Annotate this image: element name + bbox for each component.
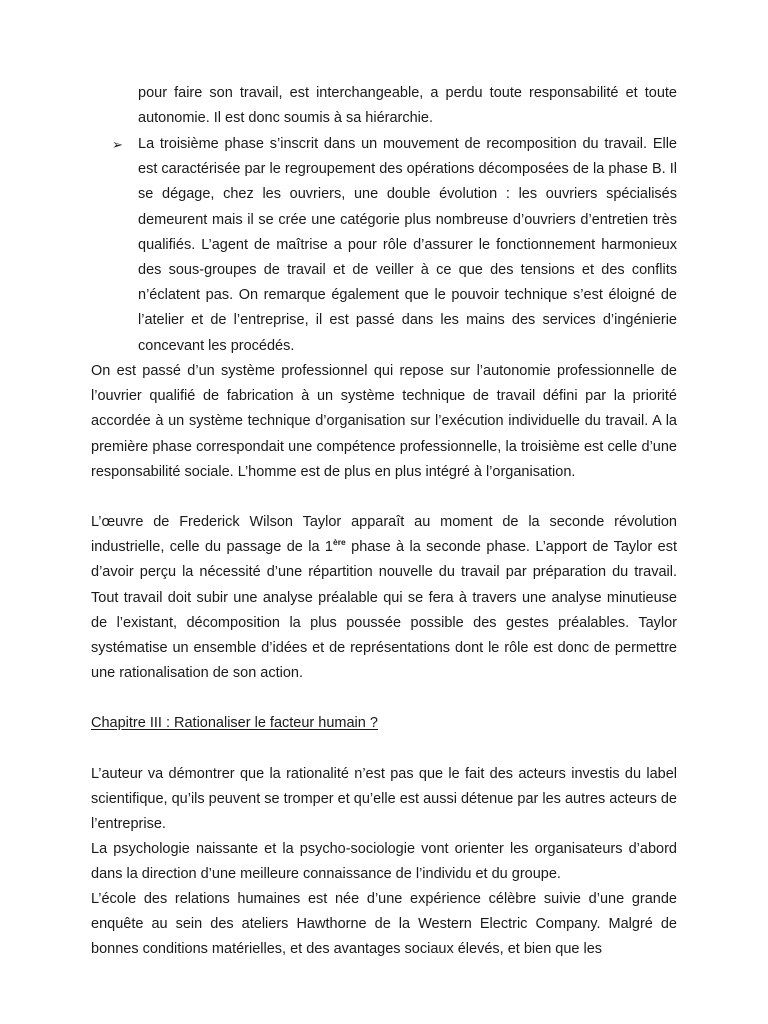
bullet-text: La troisième phase s’inscrit dans un mouvement de recomposition du travail. Elle est caractérisée par le regroupement des opérations décomposées de la phase B. Il se dégage, chez les ouvriers, une double évolution : les ouvriers spécialisés demeurent mais il se crée une catégorie plus nombreuse d’ouvriers d’entretien très qualifiés. L’agent de maîtrise a pour rôle d’assurer le fonctionnement harmonieux des sous-groupes de travail et de veiller à ce que des tensions et des conflits n’éclatent pas. On remarque également que le pouvoir technique s’est éloigné de l’atelier et de l’entreprise, il est passé dans les mains des services d’ingénierie concevant les procédés. (138, 136, 677, 354)
paragraph-system (91, 359, 677, 485)
paragraph-rationality (91, 762, 677, 838)
bullet-paragraph (138, 132, 677, 359)
paragraph-taylor-text-after: phase à la seconde phase. L’apport de Taylor est d’avoir perçu la nécessité d’une répartition nouvelle du travail par préparation du travail. Tout travail doit subir une analyse préalable qui se fera à travers une analyse minutieuse de l’existant, décomposition la plus poussée possible des gestes préalables. Taylor systématise un ensemble d’idées et de représentations dont le rôle est donc de permettre une rationalisation de son action. (91, 539, 677, 682)
paragraph-system-text: On est passé d’un système professionnel qui repose sur l’autonomie professionnelle de l’ouvrier qualifié de fabrication à un système technique de travail défini par la priorité accordée à un système technique d’organisation sur l’exécution individuelle du travail. A la première phase correspondait une compétence professionnelle, la troisième est celle d’une responsabilité sociale. L’homme est de plus en plus intégré à l’organisation. (91, 363, 677, 480)
paragraph-taylor (91, 510, 677, 686)
paragraph-hawthorne (91, 887, 677, 963)
continuation-text: pour faire son travail, est interchangeable, a perdu toute responsabilité et toute autonomie. Il est donc soumis à sa hiérarchie. (138, 85, 677, 127)
paragraph-psychology (91, 837, 677, 887)
continuation-paragraph (138, 81, 677, 131)
paragraph-psychology-text: La psychologie naissante et la psycho-sociologie vont orienter les organisateurs d’abord dans la direction d’une meilleure connaissance de l’individu et du groupe. (91, 841, 677, 883)
arrow-bullet-icon: ➢ (112, 137, 123, 152)
paragraph-taylor-text-before: L’œuvre de Frederick Wilson Taylor apparaît au moment de la seconde révolution industrielle, celle du passage de la 1 (91, 514, 677, 556)
paragraph-rationality-text: L’auteur va démontrer que la rationalité n’est pas que le fait des acteurs investis du label scientifique, qu’ils peuvent se tromper et qu’elle est aussi détenue par les autres acteurs de l’entreprise. (91, 766, 677, 833)
ordinal-superscript: ère (332, 537, 346, 548)
paragraph-hawthorne-text: L’école des relations humaines est née d’une expérience célèbre suivie d’une grande enquête au sein des ateliers Hawthorne de la Western Electric Company. Malgré de bonnes conditions matérielles, et des avantages sociaux élevés, et bien que les (91, 891, 677, 958)
chapter-heading: Chapitre III : Rationaliser le facteur humain ? (91, 715, 378, 731)
